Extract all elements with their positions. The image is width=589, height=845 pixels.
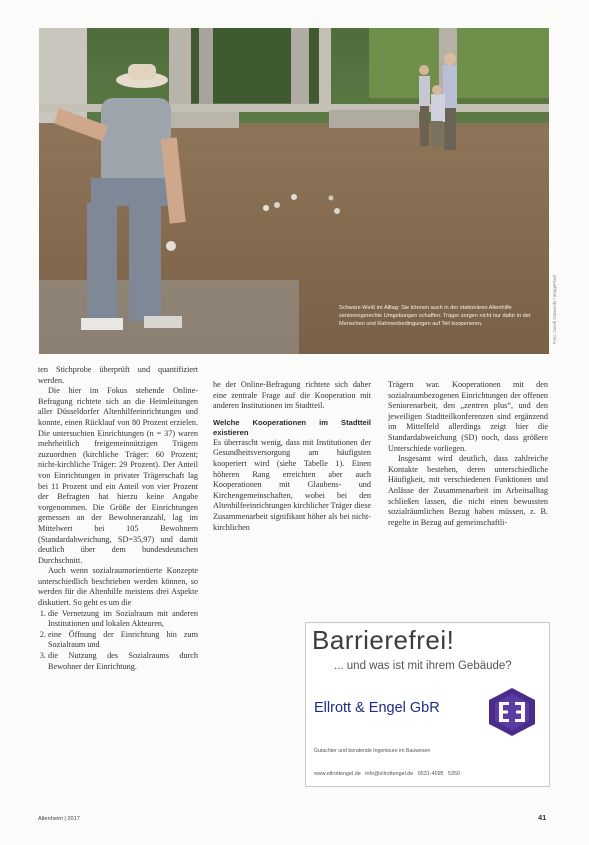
paragraph: ten Stichprobe überprüft und quantifiziert werden. bbox=[38, 365, 198, 385]
page-number: 41 bbox=[538, 813, 547, 822]
text-column-3 bbox=[388, 380, 548, 528]
photo-caption: Schwarz-Weiß im Alltag: Sie können auch in der stationären Altenhilfe seniorengerechte Umgebungen schaffen. Träger sorgen nicht nur dafür in der Menschen und Rahmenbedingungen auf Teil kooperieren. bbox=[339, 305, 531, 327]
section-heading: Welche Kooperationen im Stadtteil existieren bbox=[213, 417, 371, 437]
list-item: 3. die Nutzung des Sozialraums durch Bewohner der Einrichtung. bbox=[48, 651, 198, 672]
text-column-2 bbox=[213, 380, 371, 533]
ad-company-name: Ellrott & Engel GbR bbox=[314, 700, 440, 716]
ad-email-link[interactable]: info@ellrottengel.de bbox=[365, 771, 414, 777]
list-item: 2. eine Öffnung der Einrichtung hin zum Sozialraum und bbox=[48, 630, 198, 651]
paragraph: Es überrascht wenig, dass mit Institutionen der Gesundheitsversorgung am häufigsten kooperiert wird (siehe Tabelle 1). Einen höheren Rang erreichten aber auch Kooperationen mit Glaubens- und Kirchengemeinschaften, wobei bei den Altenhilfeeinrichtungen kirchlicher Träger diese Zusammenarbeit signifikant höher als bei nicht-kirchlichen bbox=[213, 437, 372, 532]
paragraph: Auch wenn sozialraumorientierte Konzepte unterschiedlich beschrieben werden können, so werden für die Altenhilfe meistens drei Aspekte diskutiert. So geht es um die bbox=[38, 566, 198, 608]
ad-contact-line bbox=[314, 771, 460, 777]
ad-phone: 0531-4095 5350 bbox=[417, 771, 461, 777]
paragraph: Die hier im Fokus stehende Online-Befragung richtete sich an die Heimleitungen aller Düsseldorfer Altenhilfeeinrichtungen und konnte, einen Rücklauf von 80 Prozent erzielen. Die untersuchten Einrichtungen (n = 37) waren mehrheitlich freigemeinnützigen Trägern zuzuordnen (kirchliche Träger: 60 Prozent; nicht-kirchliche Träger: 29 Prozent). Der Anteil von Einrichtungen in privater Trägerschaft lag bei 11 Prozent und ein Anteil von vier Prozent der Befragten hat hierzu keine Angabe vorgenommen. Die Größe der Einrichtungen gemessen an der Bewohneranzahl, lag im Mittelwert bei 105 Bewohnern (Standardabweichung, SD=35,97) und damit deutlich über dem bundesdeutschen Durchschnitt. bbox=[38, 386, 198, 565]
photo-credit: Foto: Jacek Gaworski / ImagePixel bbox=[552, 275, 557, 345]
paragraph: Insgesamt wird deutlich, dass zahlreiche Kontakte bestehen, deren unterschiedliche Häufigkeit, mit verschiedenen Funktionen und Anlässe der Zusammenarbeit im Arbeitsalltag schließen lassen, die nicht einen bewussten sozialräumlichen Bezug haben müssen, z. B. regelte in Bezug auf gemeinschaftli- bbox=[388, 454, 548, 527]
boccia-photo bbox=[39, 28, 549, 354]
company-logo-icon bbox=[489, 688, 535, 736]
aspects-list bbox=[38, 609, 198, 673]
ad-subline: ... und was ist mit ihrem Gebäude? bbox=[334, 660, 512, 672]
advertisement-box bbox=[305, 622, 550, 787]
ad-website-link[interactable]: www.ellrottengel.de bbox=[314, 771, 361, 777]
footer-publication: Altenheim | 2017 bbox=[38, 816, 80, 822]
paragraph: he der Online-Befragung richtete sich daher eine zentrale Frage auf die Kooperation mit anderen Institutionen im Stadtteil. bbox=[213, 380, 371, 411]
ad-headline: Barrierefrei! bbox=[312, 625, 455, 655]
ad-description: Gutachter und beratende Ingenieure im Bauwesen bbox=[314, 748, 431, 754]
list-item: 1. die Vernetzung im Sozialraum mit anderen Institutionen und lokalen Akteuren, bbox=[48, 609, 198, 630]
paragraph: Trägern war. Kooperationen mit den sozialraumbezogenen Einrichtungen der offenen Seniorenarbeit, den „zentren plus“, und den jeweiligen Stadtteilkonferenzen sind ergänzend im Mittelfeld allerdings zeigt hier die Standardabweichung (SD) noch, dass größere Unterschiede vorliegen. bbox=[388, 380, 548, 453]
text-column-1 bbox=[38, 365, 198, 672]
